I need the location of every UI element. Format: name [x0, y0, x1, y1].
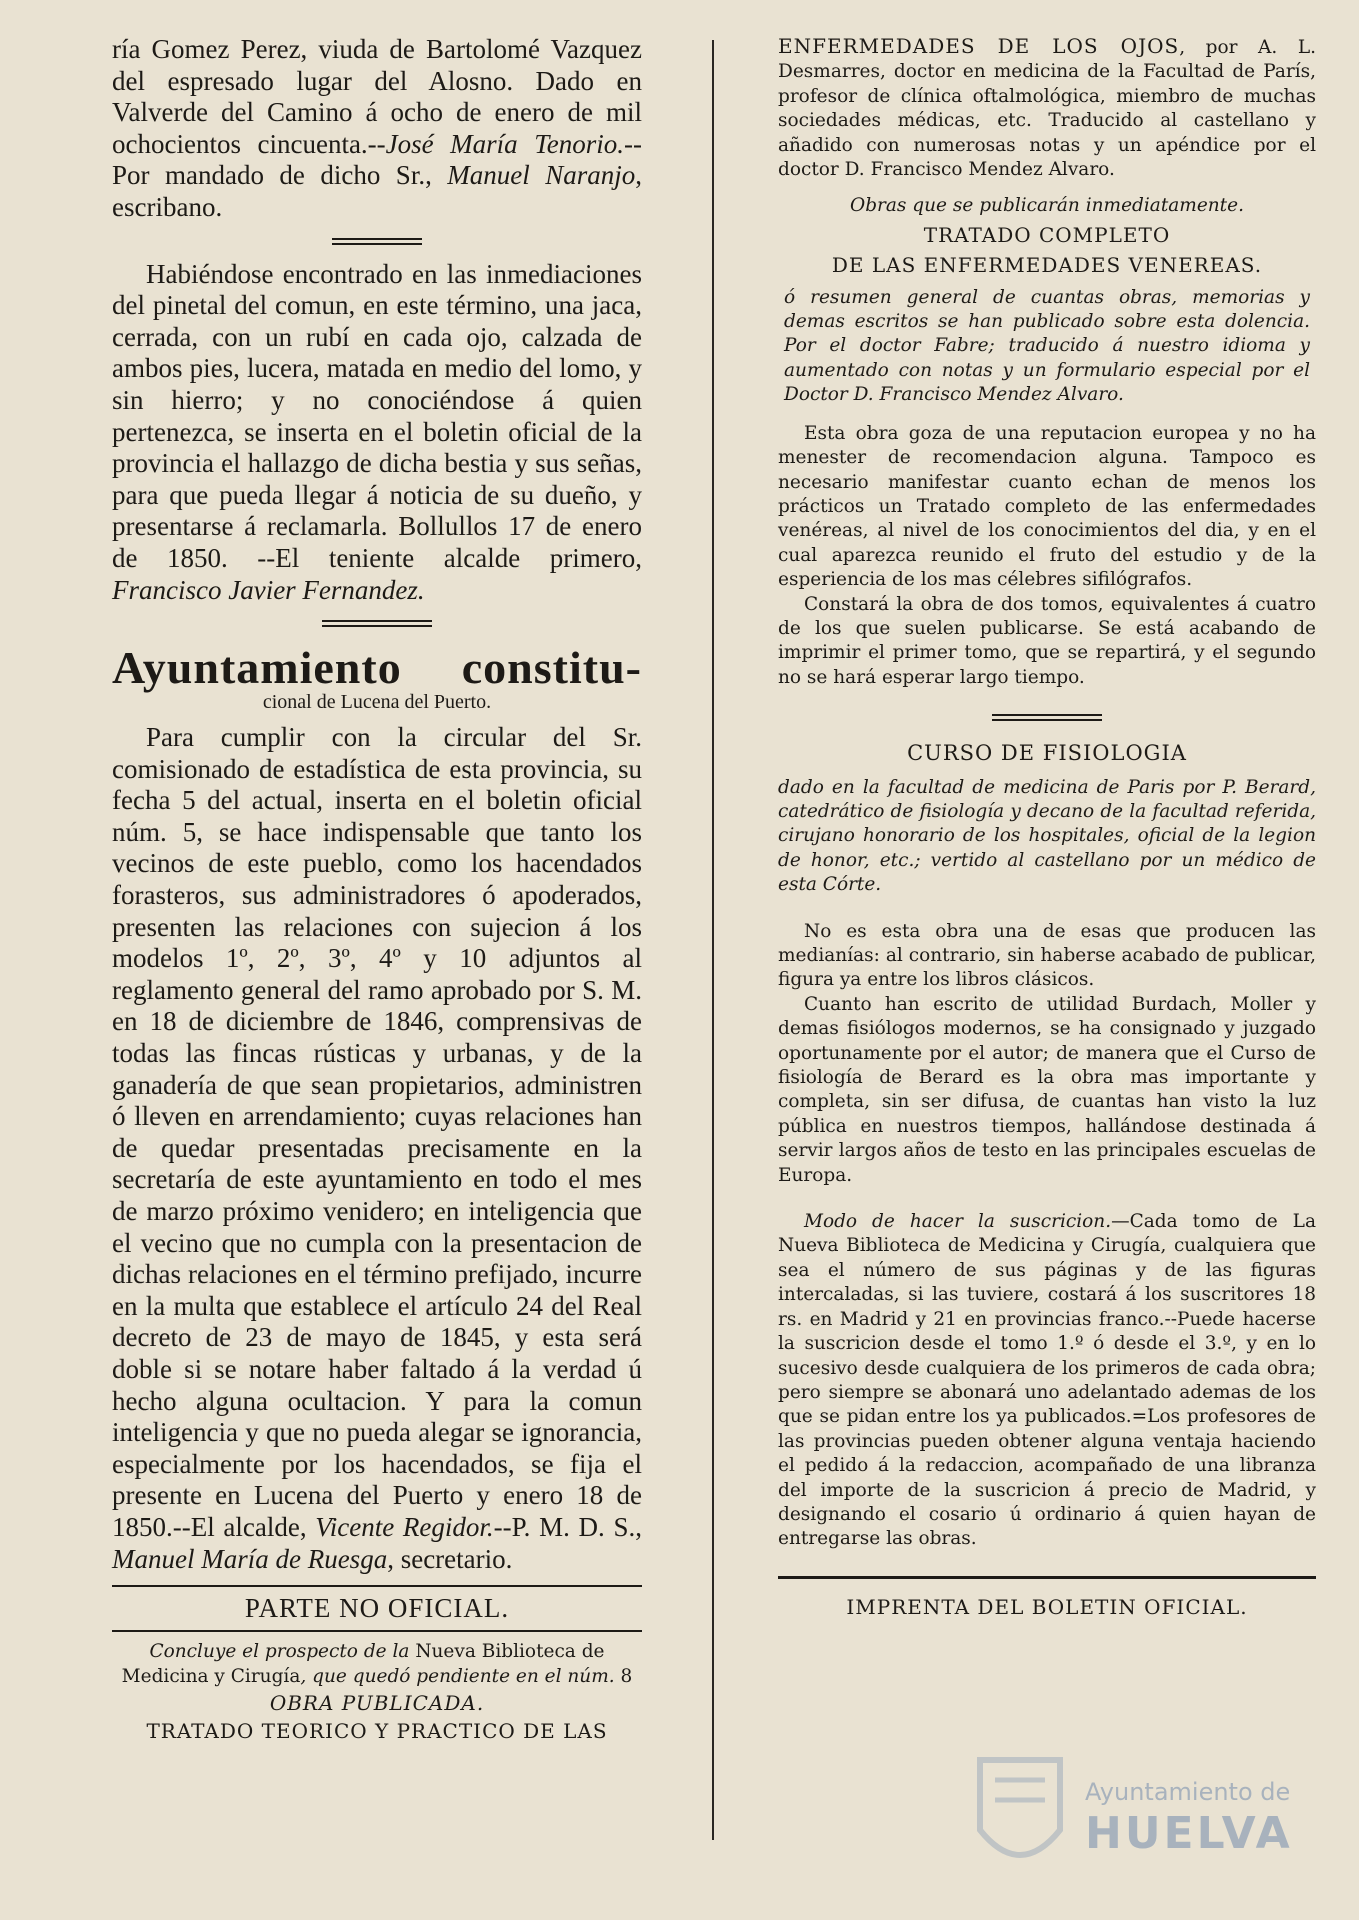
watermark-line-2: HUELVA — [1085, 1808, 1293, 1859]
signature-regidor: Vicente Regidor. — [315, 1511, 494, 1542]
edict-ending-paragraph: ría Gomez Perez, viuda de Bartolomé Vazquez del espresado lugar del Alosno. Dado en Valverde del Camino á ocho de enero de mil ochocientos cincuenta.--José María Tenorio.--Por mandado de dicho Sr., Manuel Naranjo, escribano. — [112, 34, 642, 222]
tratado-completo-paragraph-1: Esta obra goza de una reputacion europea y no ha menester de recomendacion alguna. Tampoco es necesario manifestar cuanto echan de menos los prácticos un Tratado completo de las enfermedades venéreas, al nivel de los conocimientos del dia, y en el cual aparezca reunido el fruto del estudio y de la esperiencia de los mas célebres sifilógrafos. — [778, 422, 1316, 591]
signature-naranjo: Manuel Naranjo — [447, 160, 636, 191]
tratado-heading: TRATADO TEORICO Y PRACTICO DE LAS — [146, 1719, 608, 1744]
left-column — [112, 34, 642, 1744]
column-divider — [712, 40, 714, 1840]
curso-fisiologia-title: CURSO DE FISIOLOGIA — [907, 741, 1187, 766]
curso-fisiologia-description: dado en la facultad de medicina de Paris por P. Berard, catedrático de fisiología y decano de la facultad referida, cirujano honorario de los hospitales, oficial de la legion de honor, etc.; vertido al castellano por un médico de esta Córte. — [778, 776, 1316, 896]
printer-imprint: IMPRENTA DEL BOLETIN OFICIAL. — [846, 1594, 1248, 1619]
tratado-completo-paragraph-2: Constará la obra de dos tomos, equivalentes á cuatro de los que suelen publicarse. Se está acabando de imprimir el primer tomo, que se repartirá, y el segundo no se hará esperar largo tiempo. — [778, 593, 1316, 688]
footer-rule — [778, 1576, 1316, 1579]
ayuntamiento-heading: Ayuntamiento constitu- — [112, 642, 642, 694]
subscription-paragraph: Modo de hacer la suscricion.—Cada tomo de La Nueva Biblioteca de Medicina y Cirugía, cualquiera que sea el número de sus páginas y de las figuras intercaladas, si las tuviere, costará á los suscritores 18 rs. en Madrid y 21 en provincias franco.--Puede hacerse la suscricion desde el tomo 1.º ó desde el 3.º, y en lo sucesivo desde cualquiera de los primeros de cada obra; pero siempre se abonará uno adelantado ademas de los que se pidan entre los ya publicados.=Los profesores de las provincias pueden obtener alguna ventaja haciendo el pedido á la redaccion, acompañado de una libranza del importe de la suscricion á precio de Madrid, y designando el cosario ú ordinario á quien hayan de entregarse las obras. — [778, 1211, 1317, 1550]
separator-rule — [332, 238, 422, 245]
ayuntamiento-subheading: cional de Lucena del Puerto. — [262, 691, 492, 714]
separator-rule — [992, 714, 1102, 721]
parte-no-oficial-heading: PARTE NO OFICIAL. — [244, 1593, 510, 1624]
obra-publicada-heading: OBRA PUBLICADA. — [269, 1690, 485, 1715]
watermark-line-1: Ayuntamiento de — [1085, 1778, 1291, 1806]
signature-tenorio: José María Tenorio. — [385, 128, 625, 159]
right-column — [778, 34, 1316, 1619]
upcoming-works-heading: Obras que se publicarán inmediatamente. — [850, 195, 1244, 217]
signature-ruesga: Manuel María de Ruesga — [112, 1543, 388, 1574]
section-rule — [112, 1630, 642, 1632]
separator-rule — [322, 620, 432, 627]
curso-fisiologia-paragraph-1: No es esta obra una de esas que producen las medianías: al contrario, sin haberse acabado de publicar, figura ya entre los libros clásicos. — [778, 920, 1316, 991]
found-mare-notice: Habiéndose encontrado en las inmediaciones del pinetal del comun, en este término, una jaca, cerrada, con un rubí en cada ojo, calzada de ambos pies, lucera, matada en medio del lomo, y sin hierro; y no conociéndose á quien pertenezca, se inserta en el boletin oficial de la provincia el hallazgo de dicha bestia y sus señas, para que pueda llegar á noticia de su dueño, y presentarse á reclamarla. Bollullos 17 de enero de 1850. --El teniente alcalde primero, Francisco Javier Fernandez. — [112, 258, 642, 605]
curso-fisiologia-paragraph-2: Cuanto han escrito de utilidad Burdach, Moller y demas fisiólogos modernos, se ha consignado y juzgado oportunamente por el autor; de manera que el Curso de fisiología de Berard es la obra mas importante y completa, sin ser difusa, de cuantas han visto la luz pública en nuestros tiempos, hallándose destinada á servir largos años de testo en las principales escuelas de Europa. — [778, 993, 1316, 1186]
lucena-statistics-notice: Para cumplir con la circular del Sr. comisionado de estadística de esta provincia, su fecha 5 del actual, inserta en el boletin oficial núm. 5, se hace indispensable que tanto los vecinos de este pueblo, como los hacendados forasteros, sus administradores ó apoderados, presenten las relaciones con sujecion á los modelos 1º, 2º, 3º, 4º y 10 adjuntos al reglamento general del ramo aprobado por S. M. en 18 de diciembre de 1846, comprensivas de todas las fincas rústicas y urbanas, y de la ganadería de que sean propietarios, administren ó lleven en arrendamiento; cuyas relaciones han de quedar presentadas precisamente en la secretaría de este ayuntamiento en todo el mes de marzo próximo venidero; en inteligencia que el vecino que no cumpla con la presentacion de dichas relaciones en el término prefijado, incurre en la multa que establece el artículo 24 del Real decreto de 23 de mayo de 1845, y esta será doble si se notare haber faltado á la verdad ú hecho alguna ocultacion. Y para la comun inteligencia y que no pueda alegar se ignorancia, especialmente por los hacendados, se fija el presente en Lucena del Puerto y enero 18 de 1850.--El alcalde, Vicente Regidor.--P. M. D. S., Manuel María de Ruesga, secretario. — [112, 722, 643, 1574]
enfermedades-venereas-title: DE LAS ENFERMEDADES VENEREAS. — [831, 253, 1263, 278]
section-rule — [112, 1585, 642, 1587]
prospectus-intro: Concluye el prospecto de la Nueva Biblioteca de Medicina y Cirugía, que quedó pendiente en el núm. 8 — [121, 1641, 633, 1687]
tratado-completo-title: TRATADO COMPLETO — [923, 222, 1171, 247]
signature-fernandez: Francisco Javier Fernandez. — [112, 574, 425, 605]
tratado-completo-description: ó resumen general de cuantas obras, memorias y demas escritos se han publicado sobre esta dolencia. Por el doctor Fabre; traducido á nuestro idioma y aumentado con notas y un formulario especial por el Doctor D. Francisco Mendez Alvaro. — [784, 286, 1310, 406]
desmarres-book-entry: ENFERMEDADES DE LOS OJOS, por A. L. Desmarres, doctor en medicina de la Facultad de París, profesor de clínica oftalmológica, miembro de muchas sociedades médicas, etc. Traducido al castellano y añadido con numerosas notas y un apéndice por el doctor D. Francisco Mendez Alvaro. — [778, 34, 1316, 181]
